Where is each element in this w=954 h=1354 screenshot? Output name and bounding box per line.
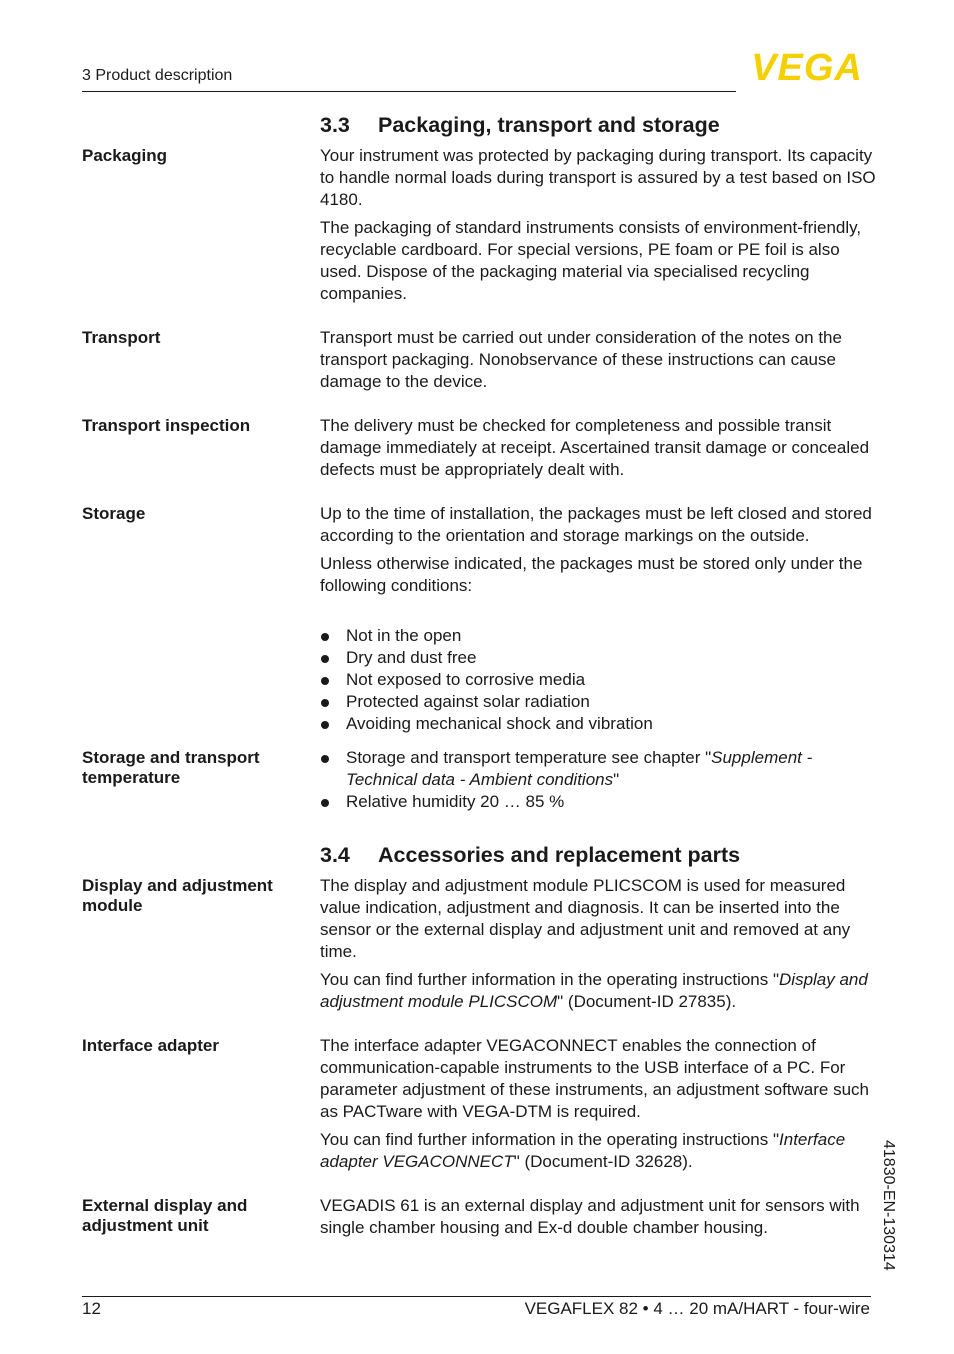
text: " (Document-ID 32628). bbox=[513, 1152, 693, 1171]
side-label-transport-inspection: Transport inspection bbox=[82, 416, 251, 435]
section-number: 3.3 bbox=[320, 113, 350, 137]
list-item: Relative humidity 20 … 85 % bbox=[320, 791, 880, 813]
text: " bbox=[613, 770, 620, 789]
external-display-text bbox=[320, 1195, 880, 1239]
list-item: Dry and dust free bbox=[320, 647, 880, 669]
side-label-packaging: Packaging bbox=[82, 146, 168, 165]
list-item: Protected against solar radiation bbox=[320, 691, 880, 713]
list-item: Avoiding mechanical shock and vibration bbox=[320, 713, 880, 735]
packaging-text bbox=[320, 145, 880, 305]
storage-temperature-list bbox=[320, 747, 880, 813]
paragraph: The display and adjustment module PLICSCOM is used for measured value indication, adjustment and diagnosis. It can be inserted into the sensor or the external display and adjustment unit and removed at any time. bbox=[320, 876, 851, 961]
section-heading-3-3 bbox=[320, 113, 720, 138]
side-label-display-module: Display and adjustment module bbox=[82, 876, 273, 915]
document-id-text: 41830-EN-130314 bbox=[880, 1140, 897, 1271]
footer-product: VEGAFLEX 82 • 4 … 20 mA/HART - four-wire bbox=[524, 1299, 870, 1318]
text: You can find further information in the operating instructions " bbox=[320, 1130, 780, 1149]
page-number: 12 bbox=[82, 1299, 101, 1318]
text: " (Document-ID 27835). bbox=[557, 992, 737, 1011]
paragraph: The interface adapter VEGACONNECT enables the connection of communication-capable instruments to the USB interface of a PC. For parameter adjustment of these instruments, an adjustment software such as PACTware with VEGA-DTM is required. bbox=[320, 1036, 869, 1121]
text: You can find further information in the operating instructions " bbox=[320, 970, 780, 989]
paragraph: Transport must be carried out under consideration of the notes on the transport packaging. Nonobservance of these instructions can cause damage to the device. bbox=[320, 328, 842, 391]
logo-text: VEGA bbox=[751, 50, 863, 84]
side-label-storage-temperature: Storage and transport temperature bbox=[82, 748, 260, 787]
chapter-reference: Supplement - Technical data - Ambient conditions bbox=[346, 748, 813, 789]
list-item: Not in the open bbox=[320, 625, 880, 647]
paragraph: The delivery must be checked for completeness and possible transit damage immediately at receipt. Ascertained transit damage or concealed defects must be appropriately dealt with. bbox=[320, 416, 870, 479]
side-label-storage: Storage bbox=[82, 504, 146, 523]
header-rule bbox=[82, 91, 736, 92]
paragraph bbox=[320, 969, 880, 1013]
paragraph: The packaging of standard instruments consists of environment-friendly, recyclable cardboard. For special versions, PE foam or PE foil is also used. Dispose of the packaging material via specialised recycling companies. bbox=[320, 218, 862, 303]
paragraph bbox=[320, 1129, 880, 1173]
side-label-external-display: External display and adjustment unit bbox=[82, 1196, 248, 1235]
document-id bbox=[880, 1140, 915, 1290]
paragraph: Unless otherwise indicated, the packages must be stored only under the following conditions: bbox=[320, 554, 863, 595]
chapter-title: 3 Product description bbox=[82, 67, 233, 84]
list-item bbox=[320, 747, 880, 791]
document-reference: Interface adapter VEGACONNECT bbox=[320, 1130, 846, 1171]
storage-conditions-list bbox=[320, 625, 880, 735]
paragraph: VEGADIS 61 is an external display and adjustment unit for sensors with single chamber housing and Ex-d double chamber housing. bbox=[320, 1196, 860, 1237]
list-item: Not exposed to corrosive media bbox=[320, 669, 880, 691]
footer-rule bbox=[82, 1296, 871, 1297]
vega-logo bbox=[741, 50, 873, 84]
storage-text bbox=[320, 503, 880, 597]
section-title: Accessories and replacement parts bbox=[378, 843, 741, 867]
text: Storage and transport temperature see chapter " bbox=[346, 748, 712, 767]
section-heading-3-4 bbox=[320, 843, 740, 868]
document-reference: Display and adjustment module PLICSCOM bbox=[320, 970, 868, 1011]
paragraph: Your instrument was protected by packaging during transport. Its capacity to handle normal loads during transport is assured by a test based on ISO 4180. bbox=[320, 146, 876, 209]
transport-text bbox=[320, 327, 880, 393]
paragraph: Up to the time of installation, the packages must be left closed and stored according to the orientation and storage markings on the outside. bbox=[320, 504, 872, 545]
side-label-transport: Transport bbox=[82, 328, 161, 347]
display-module-text bbox=[320, 875, 880, 1013]
section-number: 3.4 bbox=[320, 843, 350, 867]
side-label-interface-adapter: Interface adapter bbox=[82, 1036, 219, 1055]
transport-inspection-text bbox=[320, 415, 880, 481]
section-title: Packaging, transport and storage bbox=[378, 113, 720, 137]
interface-adapter-text bbox=[320, 1035, 880, 1173]
